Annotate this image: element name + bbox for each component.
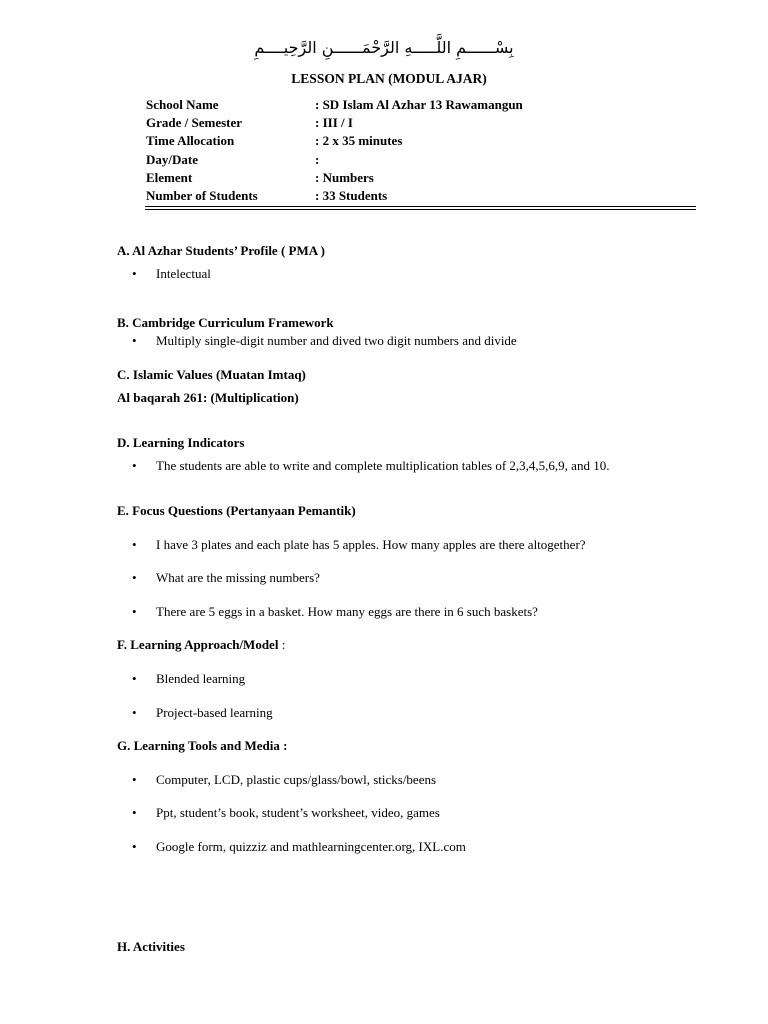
section-g-item-1: Computer, LCD, plastic cups/glass/bowl, sticks/beens <box>156 772 437 787</box>
document-title: LESSON PLAN (MODUL AJAR) <box>291 71 487 86</box>
bullet: • <box>132 839 137 854</box>
info-value-element: : Numbers <box>315 170 374 185</box>
section-f-heading-line <box>117 637 285 653</box>
info-label-students: Number of Students <box>146 188 258 203</box>
section-h-heading: H. Activities <box>117 939 185 954</box>
info-label-date: Day/Date <box>146 152 198 167</box>
bullet: • <box>132 570 137 585</box>
section-a-item: Intelectual <box>156 266 211 281</box>
section-e-item-2: What are the missing numbers? <box>156 570 320 585</box>
bullet: • <box>132 671 137 686</box>
section-e-item-1: I have 3 plates and each plate has 5 apples. How many apples are there altogether? <box>156 537 586 552</box>
section-d-heading: D. Learning Indicators <box>117 435 245 450</box>
section-f-suffix: : <box>278 637 286 652</box>
section-f-item-2: Project-based learning <box>156 705 273 720</box>
info-value-date: : <box>315 152 320 167</box>
info-value-school: : SD Islam Al Azhar 13 Rawamangun <box>315 97 523 112</box>
section-c-heading: C. Islamic Values (Muatan Imtaq) <box>117 367 306 382</box>
info-value-time: : 2 x 35 minutes <box>315 133 403 148</box>
section-e-heading: E. Focus Questions (Pertanyaan Pemantik) <box>117 503 356 518</box>
divider-line-top <box>145 206 696 207</box>
bullet: • <box>132 604 137 619</box>
section-b-item: Multiply single-digit number and dived two digit numbers and divide <box>156 333 517 348</box>
section-g-item-2: Ppt, student’s book, student’s worksheet, video, games <box>156 805 440 820</box>
section-g-item-3: Google form, quizziz and mathlearningcenter.org, IXL.com <box>156 839 466 854</box>
section-c-subline: Al baqarah 261: (Multiplication) <box>117 390 299 405</box>
section-f-item-1: Blended learning <box>156 671 246 686</box>
bullet: • <box>132 705 137 720</box>
section-a-heading: A. Al Azhar Students’ Profile ( PMA ) <box>117 243 325 258</box>
info-label-grade: Grade / Semester <box>146 115 243 130</box>
info-value-grade: : III / I <box>315 115 353 130</box>
bullet: • <box>132 805 137 820</box>
bullet: • <box>132 266 137 281</box>
bullet: • <box>132 772 137 787</box>
info-value-students: : 33 Students <box>315 188 388 203</box>
info-label-school: School Name <box>146 97 219 112</box>
info-label-time: Time Allocation <box>146 133 235 148</box>
basmala: بِسْــــــمِ اللَّـــــهِ الرَّحْمَــــــنِ الرَّحِيــــمِ <box>254 38 514 57</box>
section-b-heading: B. Cambridge Curriculum Framework <box>117 315 334 330</box>
info-label-element: Element <box>146 170 193 185</box>
section-e-item-3: There are 5 eggs in a basket. How many eggs are there in 6 such baskets? <box>156 604 538 619</box>
section-f-heading: F. Learning Approach/Model <box>117 637 279 652</box>
bullet: • <box>132 333 137 348</box>
section-d-item: The students are able to write and complete multiplication tables of 2,3,4,5,6,9, and 10. <box>156 458 610 473</box>
bullet: • <box>132 537 137 552</box>
section-g-heading: G. Learning Tools and Media : <box>117 738 288 753</box>
divider-line-bottom <box>145 209 696 210</box>
bullet: • <box>132 458 137 473</box>
